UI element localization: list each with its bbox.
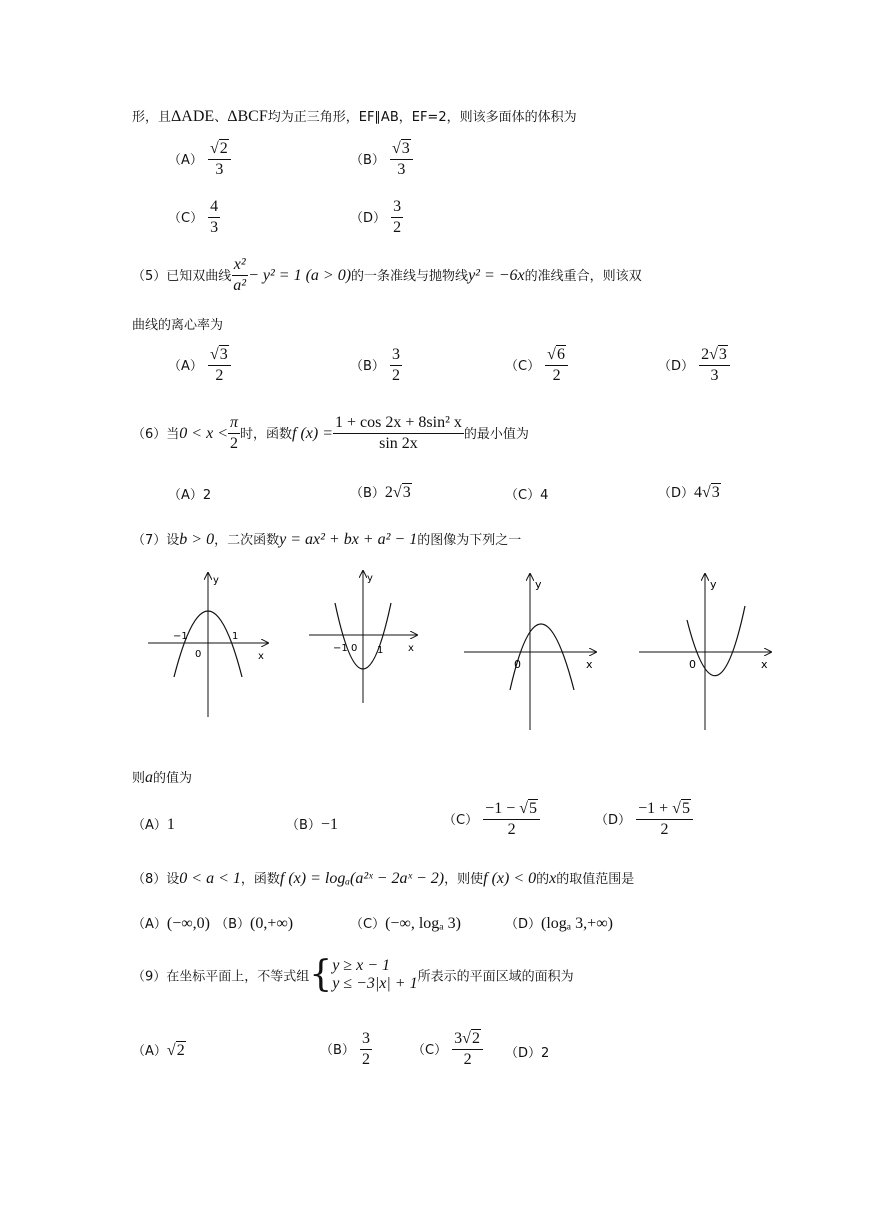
q7-option-a[interactable]: （A）1 bbox=[132, 816, 175, 833]
q4-stem: 形，且ΔADE、ΔBCF均为正三角形，EF∥AB，EF=2，则该多面体的体积为 bbox=[132, 108, 577, 125]
q6-option-d[interactable]: （D）4√3 bbox=[658, 483, 720, 501]
q4-option-a-fraction: $\frac{√2}{3}$ bbox=[208, 140, 231, 179]
q5-stem: （5）已知双曲线 $\frac{\text{x²}}{\text{a²}}$ − y² = 1 (a > 0)的一条准线与抛物线y² = −6x的准线重合，则该双 bbox=[132, 256, 642, 294]
y-label: y bbox=[535, 578, 542, 591]
q9-inequality-system: { y ≥ x − 1 y ≤ −3|x| + 1 bbox=[309, 954, 418, 995]
q8-option-b[interactable]: （B）(0,+∞) bbox=[215, 915, 294, 932]
q8-option-a[interactable]: （A）(−∞,0) bbox=[132, 915, 210, 932]
y-label: y bbox=[367, 573, 373, 584]
q8-stem: （8）设0 < a < 1，函数f (x) = logₐ(a²ˣ − 2aˣ − 2)，则使f (x) < 0的x的取值范围是 bbox=[132, 870, 635, 887]
q7-graph-3 bbox=[460, 568, 610, 733]
q9-option-c[interactable]: （C） $\frac{3√2}{2}$ bbox=[412, 1030, 483, 1069]
q6-option-b[interactable]: （B）2√3 bbox=[350, 483, 411, 501]
one-label: 1 bbox=[232, 631, 239, 642]
q5-option-b[interactable]: （B） $\frac{3}{2}$ bbox=[350, 346, 401, 384]
q7-option-b[interactable]: （B）−1 bbox=[286, 816, 338, 833]
origin-label: 0 bbox=[351, 643, 358, 654]
left-brace: { bbox=[309, 954, 333, 995]
one-label: 1 bbox=[377, 645, 384, 656]
q7-ask: 则a的值为 bbox=[132, 769, 193, 786]
origin-label: 0 bbox=[514, 658, 521, 671]
q9-option-d[interactable]: （D）2 bbox=[505, 1046, 550, 1061]
q6-option-c[interactable]: （C）4 bbox=[505, 488, 549, 503]
y-label: y bbox=[710, 578, 717, 591]
q5-stem-line2: 曲线的离心率为 bbox=[132, 318, 224, 333]
x-label: x bbox=[408, 643, 414, 654]
q4-option-b-fraction: $\frac{√3}{3}$ bbox=[390, 140, 413, 179]
q7-option-d[interactable]: （D） $\frac{-1 + √5}{2}$ bbox=[595, 800, 693, 839]
q7-option-c[interactable]: （C） $\frac{-1 - √5}{2}$ bbox=[443, 800, 540, 839]
q7-graph-2 bbox=[305, 565, 425, 710]
x-label: x bbox=[586, 658, 593, 671]
x-label: x bbox=[258, 651, 264, 662]
x-label: x bbox=[761, 658, 768, 671]
q4-option-d-fraction: $\frac{3}{2}$ bbox=[393, 198, 402, 236]
q4-option-c[interactable]: （C） $\frac{4}{3}$ bbox=[168, 198, 219, 236]
q5-option-a[interactable]: （A） $\frac{√3}{2}$ bbox=[168, 346, 231, 385]
neg-one-label: −1 bbox=[173, 631, 188, 642]
q5-option-d[interactable]: （D） $\frac{2√3}{3}$ bbox=[658, 346, 730, 385]
q4-option-b[interactable]: （B） $\frac{√3}{3}$ bbox=[350, 140, 413, 179]
q8-option-d[interactable]: （D）(logₐ 3,+∞) bbox=[505, 915, 613, 932]
parabola-curve bbox=[510, 624, 574, 690]
q4-option-c-fraction: $\frac{4}{3}$ bbox=[210, 198, 219, 236]
q8-options bbox=[132, 913, 293, 933]
origin-label: 0 bbox=[195, 649, 202, 660]
q7-graph-1 bbox=[140, 565, 280, 725]
q5-option-c[interactable]: （C） $\frac{√6}{2}$ bbox=[505, 346, 568, 385]
origin-label: 0 bbox=[689, 658, 696, 671]
neg-one-label: −1 bbox=[333, 643, 348, 654]
q6-stem: （6）当0 < x < $\frac{\pi}{2}$ 时，函数f (x) = $\frac{\text{1 + cos 2x + 8sin² x}}{\sin 2x}$ 的最小值为 bbox=[132, 414, 529, 452]
q9-option-a[interactable]: （A）√2 bbox=[132, 1042, 185, 1059]
q9-option-b[interactable]: （B） $\frac{3}{2}$ bbox=[320, 1030, 371, 1068]
q9-stem: （9）在坐标平面上，不等式组 { y ≥ x − 1 y ≤ −3|x| + 1 所表示的平面区域的面积为 bbox=[132, 954, 574, 995]
y-label: y bbox=[213, 575, 219, 586]
q8-option-c[interactable]: （C）(−∞, logₐ 3) bbox=[350, 915, 461, 932]
q4-option-d[interactable]: （D） $\frac{3}{2}$ bbox=[350, 198, 402, 236]
q7-stem: （7）设b > 0，二次函数y = ax² + bx + a² − 1的图像为下列之一 bbox=[132, 531, 522, 548]
q4-option-a[interactable]: （A） $\frac{√2}{3}$ bbox=[168, 140, 231, 179]
q5-hyperbola-fraction: $\frac{\text{x²}}{\text{a²}}$ bbox=[233, 256, 247, 294]
q6-option-a[interactable]: （A）2 bbox=[168, 488, 212, 503]
q7-graph-4 bbox=[635, 568, 780, 733]
